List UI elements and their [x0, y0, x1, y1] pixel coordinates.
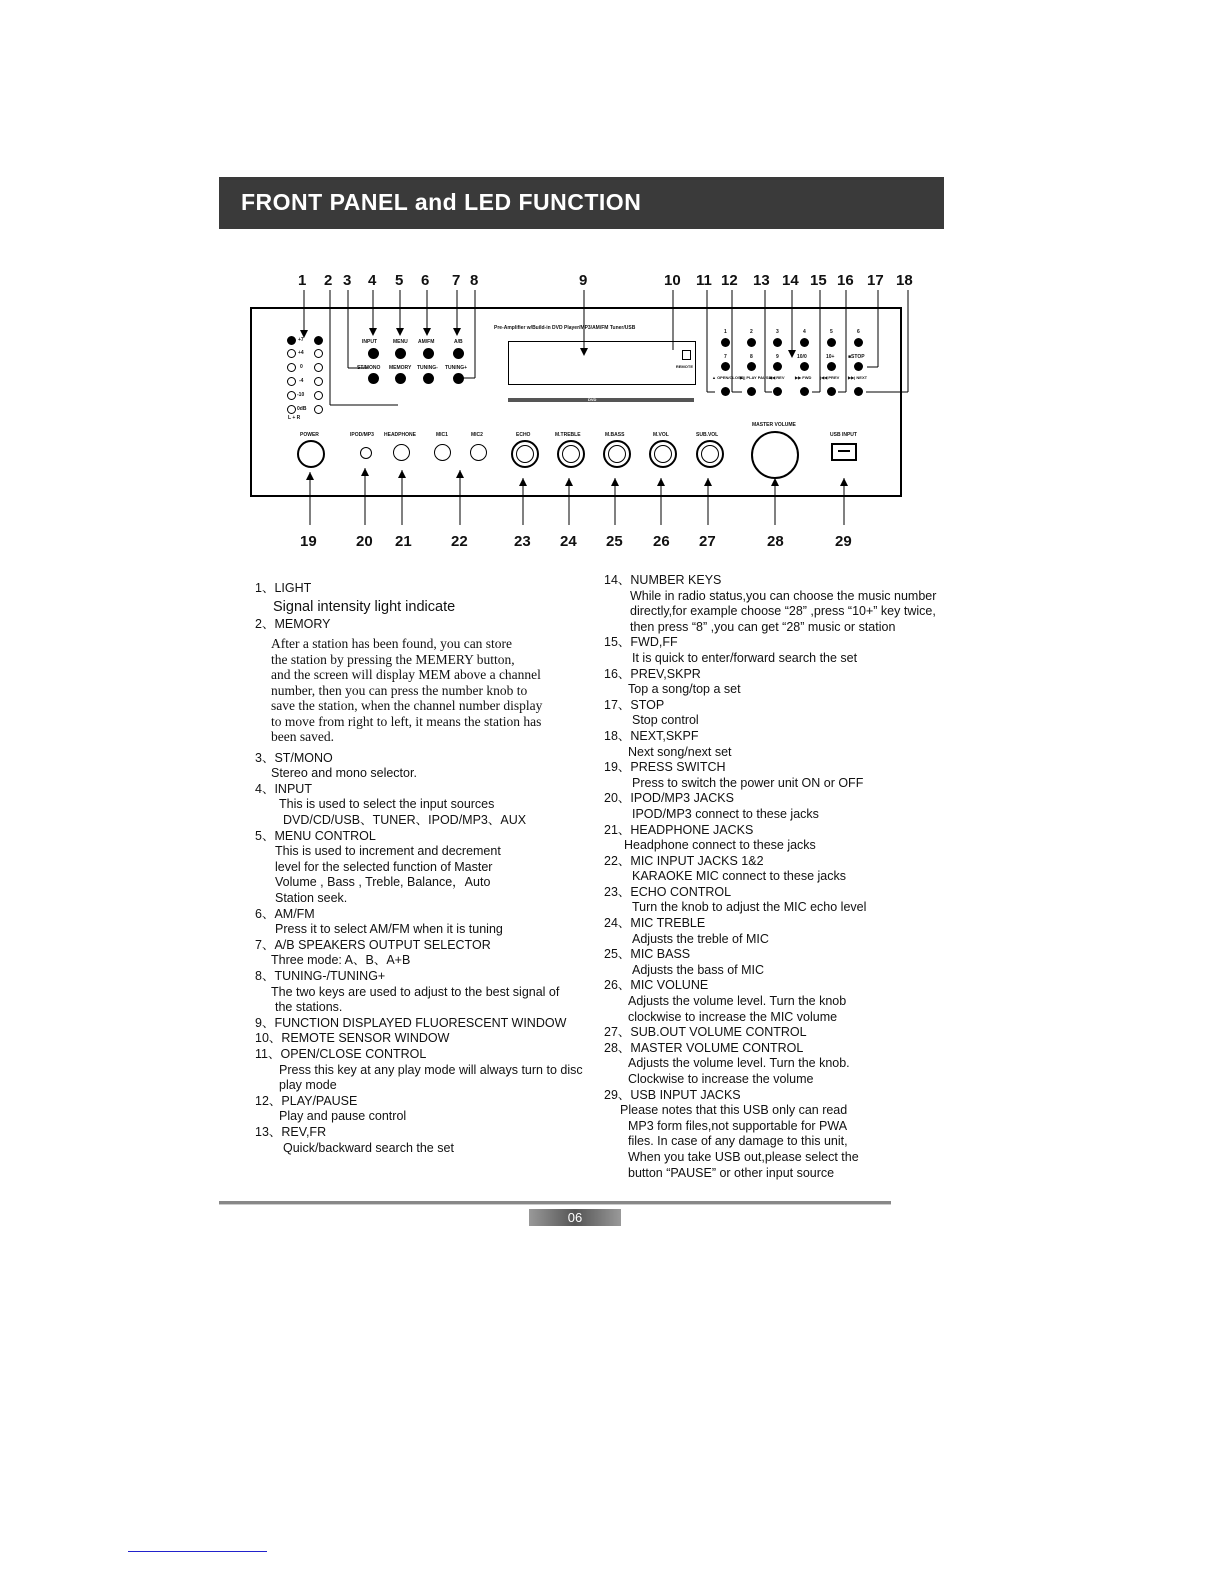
item-title: 29、USB INPUT JACKS — [604, 1087, 741, 1102]
dvd-label: DVD — [588, 397, 597, 402]
item-desc: to move from right to left, it means the station has — [271, 713, 542, 729]
item-title: 25、MIC BASS — [604, 947, 691, 962]
led-indicator — [287, 391, 296, 400]
callout-number: 3 — [343, 272, 352, 289]
item-desc: files. In case of any damage to this unit, — [628, 1134, 848, 1149]
item-desc: the stations. — [275, 1000, 343, 1015]
item-desc: button “PAUSE” or other input source — [628, 1165, 835, 1180]
key-label: 4 — [803, 329, 806, 335]
control-label: MIC2 — [471, 432, 483, 438]
button-label: MEMORY — [389, 365, 412, 371]
button-label: AM/FM — [418, 339, 435, 345]
st-mono-button[interactable] — [368, 373, 379, 384]
item-desc: Adjusts the volume level. Turn the knob — [628, 994, 847, 1009]
callout-number: 15 — [810, 272, 827, 289]
item-title: 27、SUB.OUT VOLUME CONTROL — [604, 1025, 807, 1040]
front-panel-diagram — [250, 307, 902, 497]
key-label: ▶|| PLAY PAUSE — [740, 375, 772, 380]
number-key-10-plus[interactable] — [827, 362, 836, 371]
item-desc: been saved. — [271, 729, 334, 745]
mic1-jack[interactable] — [434, 444, 451, 461]
item-desc: This is used to increment and decrement — [275, 844, 501, 859]
item-title: 11、OPEN/CLOSE CONTROL — [255, 1046, 427, 1061]
control-label: IPOD/MP3 — [350, 432, 374, 438]
number-key-6[interactable] — [854, 338, 863, 347]
callout-number: 11 — [696, 272, 712, 289]
key-label: 7 — [724, 354, 727, 360]
item-title: 28、MASTER VOLUME CONTROL — [604, 1040, 804, 1055]
item-title: 23、ECHO CONTROL — [604, 884, 732, 899]
item-desc: Adjusts the treble of MIC — [632, 931, 769, 946]
led-indicator — [314, 363, 323, 372]
key-label: ▶▶| NEXT — [848, 375, 868, 380]
item-title: 5、MENU CONTROL — [255, 828, 376, 843]
item-desc: Signal intensity light indicate — [273, 598, 456, 615]
item-desc: While in radio status,you can choose the music number — [630, 588, 937, 603]
ipod-mp3-jack[interactable] — [360, 447, 372, 459]
page-number: 06 — [567, 1210, 583, 1225]
mic-bass-knob[interactable] — [603, 440, 631, 468]
control-label: MASTER VOLUME — [752, 422, 796, 428]
key-label: 6 — [857, 329, 860, 335]
key-label: 8 — [750, 354, 753, 360]
button-label: TUNING- — [417, 365, 438, 371]
fwd-key[interactable] — [800, 387, 809, 396]
item-desc: Play and pause control — [279, 1109, 407, 1124]
callout-number: 9 — [579, 272, 588, 289]
mic2-jack[interactable] — [470, 444, 487, 461]
power-button[interactable] — [297, 440, 325, 468]
number-key-5[interactable] — [827, 338, 836, 347]
mic-treble-knob[interactable] — [557, 440, 585, 468]
disc-tray — [508, 398, 694, 402]
item-desc: number, then you can press the number knob to — [271, 682, 528, 698]
number-key-10-0[interactable] — [800, 362, 809, 371]
callout-number: 27 — [699, 533, 716, 550]
button-label: A/B — [454, 339, 463, 345]
item-desc: IPOD/MP3 connect to these jacks — [632, 806, 819, 821]
key-label: |◀◀ PREV — [820, 375, 840, 380]
item-title: 10、REMOTE SENSOR WINDOW — [255, 1031, 450, 1046]
callout-number: 10 — [664, 272, 681, 289]
item-desc: and the screen will display MEM above a channel — [271, 667, 541, 683]
prev-key[interactable] — [827, 387, 836, 396]
usb-port[interactable] — [831, 443, 857, 461]
item-desc: Clockwise to increase the volume — [628, 1072, 814, 1086]
control-label: M.BASS — [605, 432, 625, 438]
led-indicator — [314, 336, 323, 345]
item-title: 12、PLAY/PAUSE — [255, 1093, 358, 1108]
control-label: POWER — [300, 432, 319, 438]
item-title: 16、PREV,SKPR — [604, 666, 701, 681]
item-desc: Quick/backward search the set — [283, 1140, 454, 1155]
item-desc: This is used to select the input sources — [279, 797, 495, 812]
item-desc: play mode — [279, 1078, 337, 1093]
callout-number: 24 — [560, 533, 577, 550]
item-desc: Headphone connect to these jacks — [624, 838, 816, 853]
control-label: M.VOL — [653, 432, 669, 438]
led-label: -4 — [299, 378, 304, 384]
led-indicator — [314, 349, 323, 358]
control-label: MIC1 — [436, 432, 448, 438]
play-pause-key[interactable] — [747, 387, 756, 396]
item-title: 19、PRESS SWITCH — [604, 760, 726, 775]
item-title: 22、MIC INPUT JACKS 1&2 — [604, 853, 764, 868]
key-label: ▶▶ FWD — [795, 375, 812, 380]
item-desc: the station by pressing the MEMERY button, — [271, 651, 515, 667]
key-label: 2 — [750, 329, 753, 335]
callout-number: 21 — [395, 533, 412, 550]
callout-number: 18 — [896, 272, 913, 289]
stop-key[interactable] — [854, 362, 863, 371]
tuning-plus-button[interactable] — [453, 373, 464, 384]
item-desc: After a station has been found, you can store — [271, 636, 513, 652]
callout-number: 13 — [753, 272, 770, 289]
led-indicator — [287, 377, 296, 386]
key-label: 9 — [776, 354, 779, 360]
callout-number: 26 — [653, 533, 670, 550]
item-desc: Press this key at any play mode will always turn to disc — [279, 1062, 583, 1077]
control-label: ECHO — [516, 432, 531, 438]
item-title: 26、MIC VOLUNE — [604, 978, 709, 993]
key-label: 3 — [776, 329, 779, 335]
footer-rule — [219, 1201, 891, 1205]
number-key-4[interactable] — [800, 338, 809, 347]
leader-lines — [0, 0, 1224, 600]
next-key[interactable] — [854, 387, 863, 396]
led-label: +7 — [298, 337, 304, 343]
fluorescent-display — [508, 341, 696, 385]
remote-sensor-icon — [682, 350, 691, 360]
item-desc: When you take USB out,please select the — [628, 1149, 859, 1164]
item-desc: then press “8” ,you can get “28” music or station — [630, 619, 896, 634]
button-label: MENU — [393, 339, 408, 345]
item-desc: Three mode: A、B、A+B — [271, 953, 411, 968]
key-label: 1 — [724, 329, 727, 335]
led-indicator — [287, 349, 296, 358]
callout-number: 4 — [368, 272, 377, 289]
callout-number: 17 — [867, 272, 884, 289]
key-label: ■STOP — [848, 354, 865, 360]
callout-number: 5 — [395, 272, 404, 289]
item-desc: Please notes that this USB only can read — [620, 1103, 848, 1118]
led-label: +4 — [298, 350, 304, 356]
button-label: ST/MONO — [357, 365, 381, 371]
item-desc: directly,for example choose “28” ,press “10+” key twice, — [630, 604, 936, 619]
callout-number: 28 — [767, 533, 784, 550]
item-desc: Adjusts the volume level. Turn the knob. — [628, 1056, 850, 1071]
item-title: 2、MEMORY — [255, 616, 331, 631]
item-title: 15、FWD,FF — [604, 635, 678, 650]
ab-button[interactable] — [453, 348, 464, 359]
control-label: SUB.VOL — [696, 432, 719, 438]
lr-label: L + R — [288, 415, 301, 421]
display-title: Pre-Amplifier w/Build-in DVD Player/MP3/AM/FM Tuner/USB — [494, 325, 636, 331]
item-desc: MP3 form files,not supportable for PWA — [628, 1118, 848, 1133]
callout-number: 25 — [606, 533, 623, 550]
open-close-key[interactable] — [721, 387, 730, 396]
function-list-right — [604, 573, 949, 1181]
key-label: ◀◀ REV — [769, 375, 785, 380]
echo-knob[interactable] — [511, 440, 539, 468]
item-title: 18、NEXT,SKPF — [604, 728, 699, 743]
callout-number: 22 — [451, 533, 468, 550]
button-label: TUNING+ — [445, 365, 468, 371]
item-title: 24、MIC TREBLE — [604, 916, 706, 931]
item-title: 13、REV,FR — [255, 1124, 327, 1139]
key-label: ▲ OPEN/CLOSE — [712, 375, 744, 380]
item-desc: The two keys are used to adjust to the best signal of — [271, 984, 560, 999]
item-desc: Next song/next set — [628, 744, 732, 759]
remote-label: REMOTE — [675, 364, 693, 369]
item-desc: KARAOKE MIC connect to these jacks — [632, 869, 846, 884]
item-title: 9、FUNCTION DISPLAYED FLUORESCENT WINDOW — [255, 1015, 567, 1030]
item-desc: Volume , Bass , Treble, Balance，Auto — [275, 875, 491, 890]
footnote-rule — [128, 1551, 267, 1552]
callout-number: 20 — [356, 533, 373, 550]
key-label: 5 — [830, 329, 833, 335]
item-title: 4、INPUT — [255, 781, 312, 796]
am-fm-button[interactable] — [423, 348, 434, 359]
item-title: 17、STOP — [604, 697, 665, 712]
item-title: 7、A/B SPEAKERS OUTPUT SELECTOR — [255, 937, 491, 952]
item-desc: DVD/CD/USB、TUNER、IPOD/MP3、AUX — [283, 813, 527, 828]
led-indicator — [314, 391, 323, 400]
item-desc: clockwise to increase the MIC volume — [628, 1009, 838, 1024]
number-key-8[interactable] — [747, 362, 756, 371]
item-desc: Turn the knob to adjust the MIC echo level — [632, 900, 867, 915]
led-indicator — [287, 363, 296, 372]
led-label: -10 — [297, 392, 305, 398]
headphone-jack[interactable] — [393, 444, 410, 461]
item-title: 6、AM/FM — [255, 906, 315, 921]
led-indicator — [314, 377, 323, 386]
item-desc: Station seek. — [275, 891, 348, 906]
tuning-minus-button[interactable] — [423, 373, 434, 384]
callout-number: 19 — [300, 533, 317, 550]
item-desc: Stop control — [632, 713, 699, 728]
callout-number: 29 — [835, 533, 852, 550]
led-label: 0dB — [297, 406, 307, 412]
item-title: 3、ST/MONO — [255, 750, 333, 765]
item-title: 20、IPOD/MP3 JACKS — [604, 791, 734, 806]
callout-number: 14 — [782, 272, 799, 289]
mic-volume-knob[interactable] — [649, 440, 677, 468]
rev-key[interactable] — [773, 387, 782, 396]
number-key-3[interactable] — [773, 338, 782, 347]
item-desc: It is quick to enter/forward search the set — [632, 650, 858, 665]
callout-number: 12 — [721, 272, 738, 289]
key-label: 10+ — [826, 354, 835, 360]
item-desc: Press to switch the power unit ON or OFF — [632, 775, 864, 790]
menu-button[interactable] — [395, 348, 406, 359]
item-desc: level for the selected function of Master — [275, 859, 493, 874]
callout-number: 8 — [470, 272, 479, 289]
number-key-1[interactable] — [721, 338, 730, 347]
banner-title: FRONT PANEL and LED FUNCTION — [241, 189, 642, 215]
item-desc: Press it to select AM/FM when it is tuning — [275, 922, 503, 937]
master-volume-knob[interactable] — [751, 431, 799, 479]
key-label: 10/0 — [797, 354, 807, 360]
sub-volume-knob[interactable] — [696, 440, 724, 468]
callout-number: 7 — [452, 272, 461, 289]
callout-number: 23 — [514, 533, 531, 550]
item-desc: Adjusts the bass of MIC — [632, 962, 765, 977]
item-title: 8、TUNING-/TUNING+ — [255, 969, 386, 983]
led-label: 0 — [300, 364, 303, 370]
callout-number: 16 — [837, 272, 854, 289]
callout-number: 2 — [324, 272, 333, 289]
control-label: USB INPUT — [830, 432, 857, 438]
item-desc: Stereo and mono selector. — [271, 766, 417, 781]
item-desc: save the station, when the channel number display — [271, 698, 543, 714]
led-indicator — [287, 405, 296, 414]
item-title: 14、NUMBER KEYS — [604, 573, 722, 587]
callout-number: 1 — [298, 272, 307, 289]
page-number-badge — [529, 1209, 621, 1226]
memory-button[interactable] — [395, 373, 406, 384]
callout-number: 6 — [421, 272, 430, 289]
number-key-7[interactable] — [721, 362, 730, 371]
number-key-2[interactable] — [747, 338, 756, 347]
item-title: 21、HEADPHONE JACKS — [604, 822, 754, 837]
input-button[interactable] — [368, 348, 379, 359]
function-list-left — [255, 581, 585, 1156]
led-indicator — [314, 405, 323, 414]
item-desc: Top a song/top a set — [628, 682, 741, 697]
control-label: M.TREBLE — [555, 432, 581, 438]
item-title: 1、LIGHT — [255, 581, 312, 595]
control-label: HEADPHONE — [384, 432, 416, 438]
button-label: INPUT — [362, 339, 377, 345]
number-key-9[interactable] — [773, 362, 782, 371]
led-indicator — [287, 336, 296, 345]
